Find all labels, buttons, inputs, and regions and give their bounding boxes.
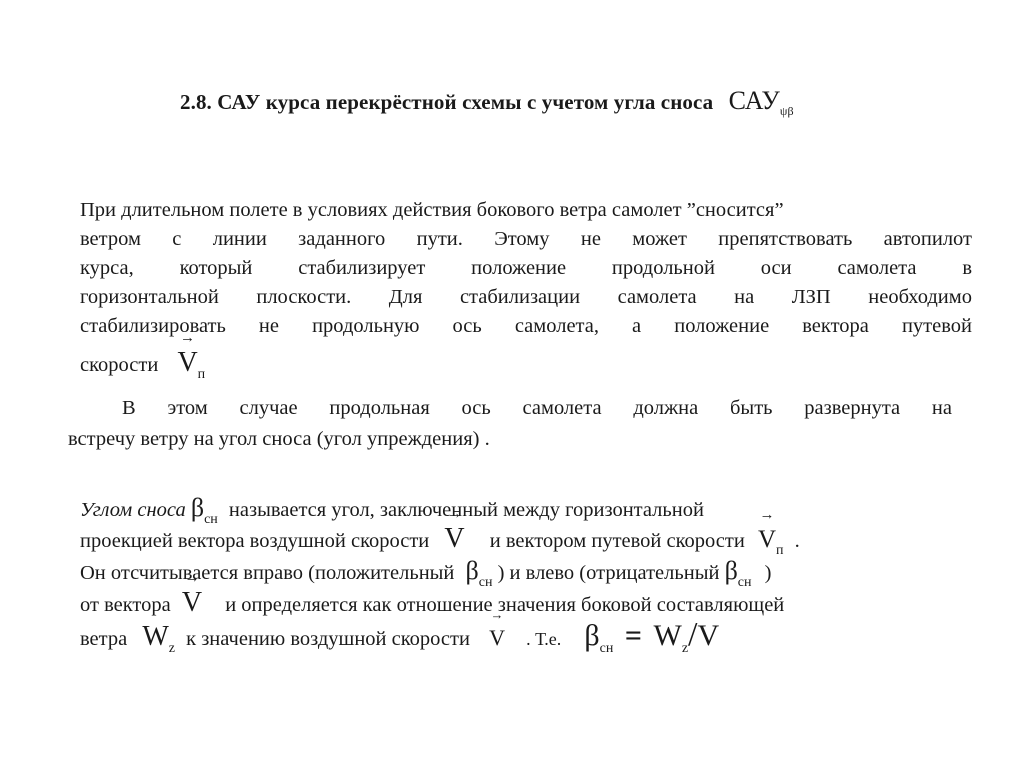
vp-vector-symbol: → V (177, 348, 197, 377)
v-vector-symbol: → V (444, 524, 464, 553)
v-vector-2-symbol: → V (182, 588, 202, 617)
beta-sub-2: сн (478, 575, 493, 590)
para3-line-5-a: ветра (80, 628, 128, 650)
para3-line-2-b: и вектором путевой скорости (489, 530, 745, 552)
para3-line-1-rest: называется угол, заключенный между горизонтальной (228, 499, 704, 521)
para3-line-3-end: ) (764, 562, 772, 584)
para3-line-2-end: . (794, 530, 800, 552)
sau-symbol (728, 86, 794, 118)
para1-line-6 (80, 348, 205, 389)
beta-symbol-2: β (465, 556, 479, 585)
para3-line-2-a: проекцией вектора воздушной скорости (80, 530, 430, 552)
v-vector-2 (182, 587, 202, 618)
w-symbol: W (142, 621, 169, 652)
para2-line-2: встречу ветру на угол сноса (угол упреждения) . (68, 428, 490, 450)
para1-line-6-text: скорости (80, 354, 159, 376)
para3-line-5 (80, 616, 720, 663)
formula-beta-sub: сн (599, 641, 614, 656)
sau-symbol-text: САУ (728, 86, 780, 115)
page-title (180, 86, 794, 119)
para1-line-2: ветром с линии заданного пути. Этому не может препятствовать автопилот (80, 228, 972, 250)
vp-vector-sub: п (197, 367, 206, 382)
para3-line-4-b: и определяется как отношение значения боковой составляющей (225, 594, 785, 616)
vp-vector (177, 347, 206, 382)
vp-vector-2 (757, 526, 784, 558)
vp-vector-2-symbol: → V (758, 525, 776, 554)
vp-vector-2-sub: п (776, 543, 784, 558)
para3-line-5-c: . Т.е. (526, 629, 562, 649)
w-sub: z (168, 641, 175, 656)
para1-line-4: горизонтальной плоскости. Для стабилизации самолета на ЛЗП необходимо (80, 286, 972, 308)
para3-line-3-b: ) и влево (отрицательный (497, 562, 720, 584)
title-text: 2.8. САУ курса перекрёстной схемы с учетом угла сноса (180, 90, 714, 114)
v-vector-3-symbol: → V (489, 623, 505, 652)
w-z (142, 621, 175, 656)
formula-w-sub: z (681, 641, 689, 656)
sau-symbol-sub: ψβ (779, 104, 794, 118)
beta-sub-3: сн (737, 575, 752, 590)
formula-slash: / (688, 616, 698, 653)
beta-sub: сн (204, 512, 218, 527)
para3-line-3-a: Он отсчитывается вправо (положительный (80, 562, 455, 584)
para1-line-5: стабилизировать не продольную ось самолета, а положение вектора путевой (80, 315, 972, 337)
para3-line-5-b: к значению воздушной скорости (186, 628, 470, 650)
beta-symbol-3: β (724, 556, 738, 585)
para1-line-1: При длительном полете в условиях действия бокового ветра самолет ”сносится” (80, 199, 784, 221)
v-vector-3 (489, 621, 505, 652)
para3-line-4-a: от вектора (80, 594, 171, 616)
beta-sn-3 (724, 556, 752, 590)
formula-equals: = (624, 619, 642, 652)
beta-sn (190, 493, 218, 527)
drift-formula (584, 616, 720, 656)
beta-symbol: β (190, 493, 205, 522)
formula-beta: β (584, 619, 600, 652)
formula-v: V (697, 619, 720, 652)
para1-line-3: курса, который стабилизирует положение продольной оси самолета в (80, 257, 972, 279)
para2-line-1: В этом случае продольная ось самолета должна быть развернута на (122, 397, 952, 419)
term-drift-angle: Углом сноса (80, 499, 186, 521)
beta-sn-2 (465, 556, 493, 590)
para3-line-4 (80, 588, 784, 620)
formula-w: W (653, 619, 682, 652)
v-vector (444, 523, 464, 554)
